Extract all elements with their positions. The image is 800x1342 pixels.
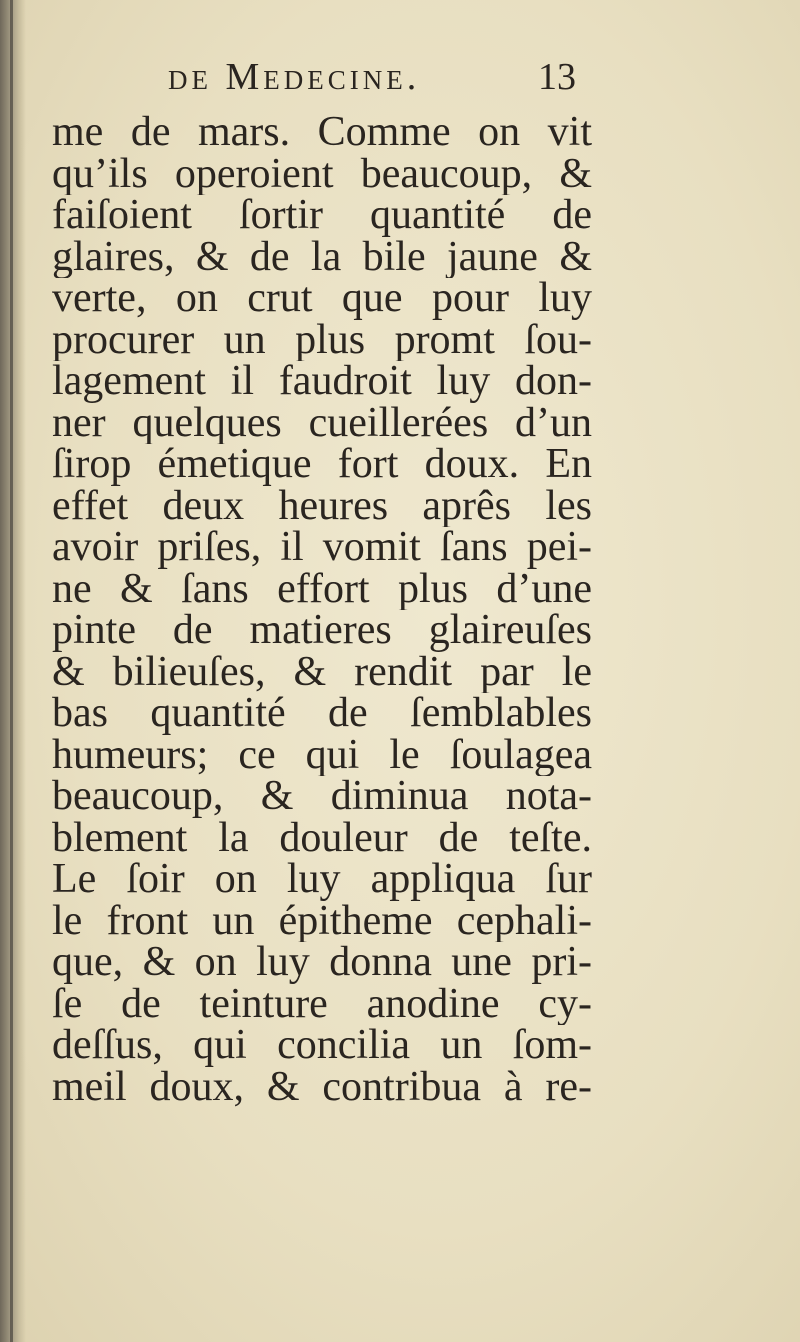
text-line: Le ſoir on luy appliqua ſur: [52, 859, 592, 901]
text-line: me de mars. Comme on vit: [52, 112, 592, 154]
text-line: ner quelques cueillerées d’un: [52, 402, 592, 444]
text-line: humeurs; ce qui le ſoulagea: [52, 734, 592, 776]
text-line: avoir priſes, il vomit ſans pei-: [52, 527, 592, 569]
text-line: verte, on crut que pour luy: [52, 278, 592, 320]
text-line: glaires, & de la bile jaune &: [52, 236, 592, 278]
body-text: [52, 112, 592, 1108]
page-gutter: [0, 0, 26, 1342]
text-line: & bilieuſes, & rendit par le: [52, 651, 592, 693]
binding-edge: [10, 0, 13, 1342]
text-line: que, & on luy donna une pri-: [52, 942, 592, 984]
text-line: meil doux, & contribua à re-: [52, 1066, 592, 1108]
running-head: de Medecine.: [168, 56, 421, 98]
text-line: ſirop émetique fort doux. En: [52, 444, 592, 486]
text-line: deſſus, qui concilia un ſom-: [52, 1025, 592, 1067]
text-line: blement la douleur de teſte.: [52, 817, 592, 859]
text-line: effet deux heures aprês les: [52, 485, 592, 527]
text-line: bas quantité de ſemblables: [52, 693, 592, 735]
text-line: beaucoup, & diminua nota-: [52, 776, 592, 818]
text-line: pinte de matieres glaireuſes: [52, 610, 592, 652]
text-line: ne & ſans effort plus d’une: [52, 568, 592, 610]
text-line: ſe de teinture anodine cy-: [52, 983, 592, 1025]
page-number: 13: [538, 56, 576, 98]
text-line: qu’ils operoient beaucoup, &: [52, 153, 592, 195]
text-line: procurer un plus promt ſou-: [52, 319, 592, 361]
text-line: lagement il faudroit luy don-: [52, 361, 592, 403]
text-line: le front un épitheme cephali-: [52, 900, 592, 942]
text-line: faiſoient ſortir quantité de: [52, 195, 592, 237]
page-header: [0, 55, 800, 115]
